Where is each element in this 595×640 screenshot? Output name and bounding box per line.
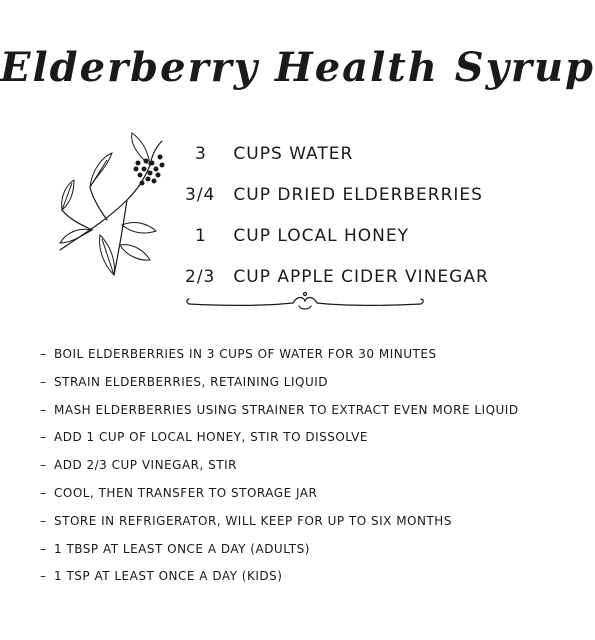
instruction-list bbox=[40, 344, 519, 594]
ornamental-divider-icon bbox=[185, 290, 425, 314]
instruction-step bbox=[40, 344, 500, 372]
instruction-text: BOIL ELDERBERRIES IN 3 CUPS OF WATER FOR 30 MINUTES bbox=[54, 347, 437, 361]
ingredient-name: CUPS WATER bbox=[233, 144, 354, 164]
bullet-dash: – bbox=[40, 569, 47, 584]
instruction-step bbox=[40, 566, 500, 594]
instruction-text: MASH ELDERBERRIES USING STRAINER TO EXTRACT EVEN MORE LIQUID bbox=[54, 402, 519, 417]
instruction-step bbox=[40, 455, 500, 483]
ingredient-item bbox=[180, 181, 500, 222]
instruction-text: ADD 1 CUP OF LOCAL HONEY, STIR TO DISSOLVE bbox=[54, 430, 368, 445]
ingredient-item bbox=[180, 140, 500, 181]
ingredient-quantity: 1 bbox=[195, 226, 207, 246]
instruction-step bbox=[40, 427, 500, 455]
instruction-step bbox=[40, 483, 500, 511]
bullet-dash: – bbox=[40, 458, 47, 473]
instruction-text: COOL, THEN TRANSFER TO STORAGE JAR bbox=[54, 485, 318, 500]
instruction-step bbox=[40, 400, 519, 428]
elderberry-branch-icon bbox=[52, 125, 172, 300]
ingredient-quantity: 3 bbox=[195, 144, 207, 164]
ingredient-quantity: 3/4 bbox=[185, 185, 216, 205]
bullet-dash: – bbox=[40, 402, 47, 417]
ingredient-item bbox=[180, 222, 500, 263]
ingredient-name: CUP APPLE CIDER VINEGAR bbox=[233, 267, 489, 287]
ingredient-list bbox=[180, 140, 500, 304]
ingredient-name: CUP DRIED ELDERBERRIES bbox=[233, 185, 483, 205]
bullet-dash: – bbox=[40, 374, 47, 389]
instruction-step bbox=[40, 539, 500, 567]
bullet-dash: – bbox=[40, 430, 47, 445]
instruction-step bbox=[40, 511, 500, 539]
instruction-text: STORE IN REFRIGERATOR, WILL KEEP FOR UP TO SIX MONTHS bbox=[54, 513, 452, 528]
ingredient-quantity: 2/3 bbox=[185, 267, 216, 287]
instruction-text: ADD 2/3 CUP VINEGAR, STIR bbox=[54, 458, 237, 473]
bullet-dash: – bbox=[40, 485, 47, 500]
bullet-dash: – bbox=[40, 541, 47, 556]
instruction-text: 1 TBSP AT LEAST ONCE A DAY (ADULTS) bbox=[54, 541, 310, 556]
bullet-dash: – bbox=[40, 513, 47, 528]
instruction-text: 1 TSP AT LEAST ONCE A DAY (KIDS) bbox=[54, 569, 283, 584]
instruction-text: STRAIN ELDERBERRIES, RETAINING LIQUID bbox=[54, 374, 329, 389]
bullet-dash: – bbox=[40, 347, 47, 361]
ingredient-name: CUP LOCAL HONEY bbox=[233, 226, 410, 246]
instruction-step bbox=[40, 372, 500, 400]
page-title: Elderberry Health Syrup bbox=[0, 44, 595, 91]
